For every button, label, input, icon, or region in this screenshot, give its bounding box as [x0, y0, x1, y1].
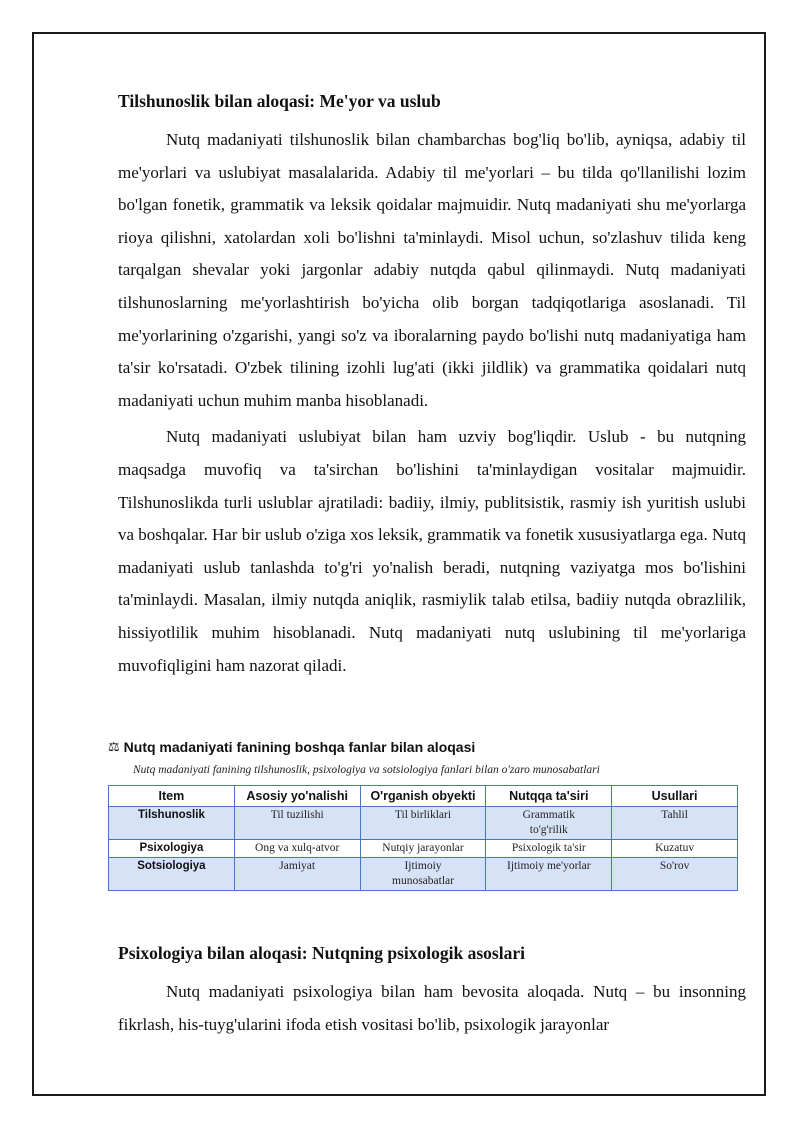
column-header: Nutqqa ta'siri: [486, 786, 612, 807]
table-row: [109, 807, 738, 840]
table-cell: Sotsiologiya: [109, 858, 235, 891]
page-frame: [32, 32, 766, 1096]
table-row: [109, 840, 738, 858]
table-cell: Ong va xulq-atvor: [234, 840, 360, 858]
table-cell: Ijtimoiy me'yorlar: [486, 858, 612, 891]
section-linguistics: [118, 90, 746, 682]
table-heading-text: Nutq madaniyati fanining boshqa fanlar bilan aloqasi: [123, 739, 476, 755]
table-cell: Tahlil: [612, 807, 738, 840]
table-heading: [108, 738, 740, 756]
column-header: O'rganish obyekti: [360, 786, 486, 807]
table-row: [109, 858, 738, 891]
section-psychology: [118, 942, 746, 1041]
table-cell: Tilshunoslik: [109, 807, 235, 840]
table-cell: Ijtimoiy munosabatlar: [360, 858, 486, 891]
table-caption: Nutq madaniyati fanining tilshunoslik, psixologiya va sotsiologiya fanlari bilan o'zaro munosabatlari: [133, 764, 600, 776]
relations-table: [108, 785, 738, 891]
table-cell: Psixologiya: [109, 840, 235, 858]
column-header: Usullari: [612, 786, 738, 807]
table-cell: Kuzatuv: [612, 840, 738, 858]
column-header: Item: [109, 786, 235, 807]
column-header: Asosiy yo'nalishi: [234, 786, 360, 807]
paragraph-norms: Nutq madaniyati tilshunoslik bilan chambarchas bog'liq bo'lib, ayniqsa, adabiy til me'yorlari va uslubiyat masalalarida. Adabiy til me'yorlari – bu tilda qo'llanilishi lozim bo'lgan fonetik, grammatik va leksik qoidalar majmuidir. Nutq madaniyati shu me'yorlarga rioya qilishni, xatolardan xoli bo'lishni ta'minlaydi. Misol uchun, so'zlashuv tilida keng tarqalgan shevalar yoki jargonlar adabiy nutqda qabul qilinmaydi. Nutq madaniyati tilshunoslarning me'yorlashtirish bo'yicha olib borgan tadqiqotlariga asoslanadi. Til me'yorlarining o'zgarishi, yangi so'z va iboralarning paydo bo'lishi nutq madaniyatiga ham ta'sir ko'rsatadi. O'zbek tilining izohli lug'ati (ikki jildlik) va grammatika qoidalari nutq madaniyati uchun muhim manba hisoblanadi.: [118, 130, 746, 410]
section-heading-psychology: Psixologiya bilan aloqasi: Nutqning psixologik asoslari: [118, 943, 525, 963]
scale-icon: ⚖: [108, 739, 120, 754]
paragraph-psychology: Nutq madaniyati psixologiya bilan ham bevosita aloqada. Nutq – bu insonning fikrlash, his-tuyg'ularini ifoda etish vositasi bo'lib, psixologik jarayonlar: [118, 982, 746, 1034]
table-cell: Jamiyat: [234, 858, 360, 891]
table-cell: Til birliklari: [360, 807, 486, 840]
relations-table-block: [108, 738, 740, 891]
table-cell: Psixologik ta'sir: [486, 840, 612, 858]
table-cell: Nutqiy jarayonlar: [360, 840, 486, 858]
table-header-row: [109, 786, 738, 807]
section-heading-linguistics: Tilshunoslik bilan aloqasi: Me'yor va uslub: [118, 91, 441, 111]
table-cell: So'rov: [612, 858, 738, 891]
table-cell: Til tuzilishi: [234, 807, 360, 840]
table-cell: Grammatik to'g'rilik: [486, 807, 612, 840]
paragraph-style: Nutq madaniyati uslubiyat bilan ham uzviy bog'liqdir. Uslub - bu nutqning maqsadga muvofiq va ta'sirchan bo'lishini ta'minlaydigan vositalar majmuidir. Tilshunoslikda turli uslublar ajratiladi: badiiy, ilmiy, publitsistik, rasmiy ish yuritish uslubi va boshqalar. Har bir uslub o'ziga xos leksik, grammatik va fonetik xususiyatlarga ega. Nutq madaniyati uslub tanlashda to'g'ri yo'nalish beradi, nutqning vaziyatga mos bo'lishini ta'minlaydi. Masalan, ilmiy nutqda aniqlik, rasmiylik talab etilsa, badiiy nutqda obrazlilik, hissiyotlilik muhim hisoblanadi. Nutq madaniyati nutq uslubining til me'yorlariga muvofiqligini ham nazorat qiladi.: [118, 427, 746, 675]
